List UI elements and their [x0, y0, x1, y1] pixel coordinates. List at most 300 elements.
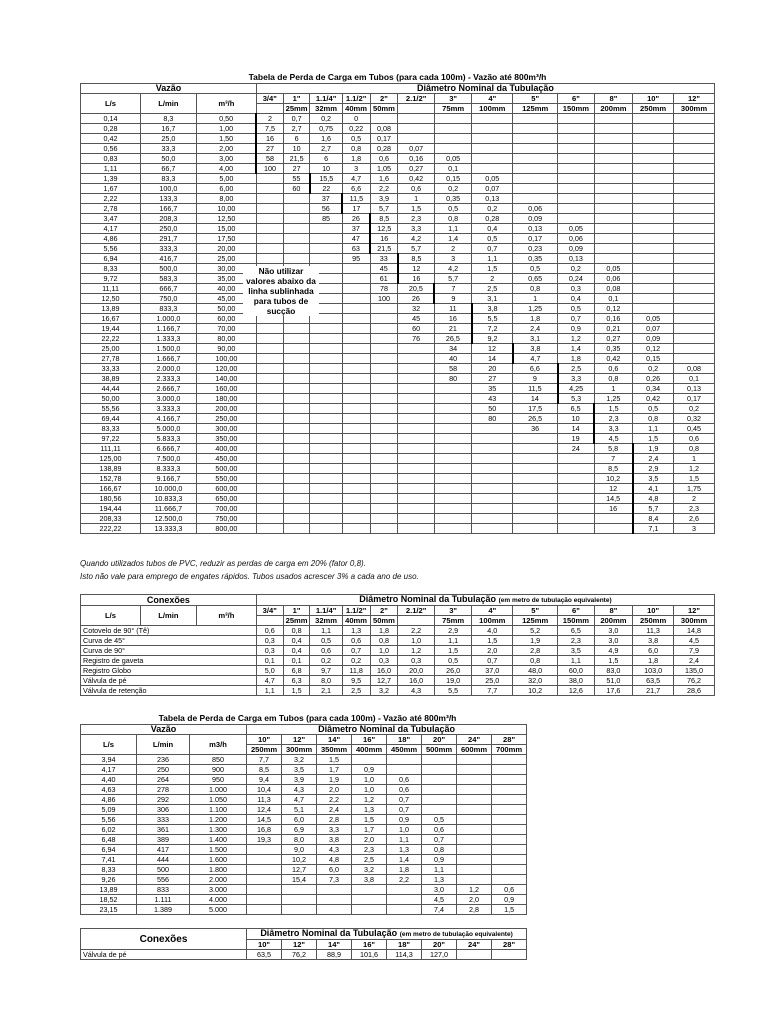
table-cell: 1,5 [633, 434, 674, 444]
table-cell: 292 [137, 795, 190, 805]
table-cell: 3,0 [594, 626, 633, 636]
table-cell [352, 755, 387, 765]
table-cell: 8,4 [633, 514, 674, 524]
table-cell [673, 184, 714, 194]
table-cell: 10 [283, 144, 310, 154]
table-cell [422, 795, 457, 805]
table-cell: 21 [434, 324, 472, 334]
table-cell [472, 524, 513, 534]
table-cell [558, 464, 594, 474]
table-cell [434, 494, 472, 504]
table-cell: 76,2 [673, 676, 714, 686]
table-cell [513, 114, 558, 124]
table-cell [457, 950, 492, 960]
table-cell: 0,1 [673, 374, 714, 384]
table-cell [633, 114, 674, 124]
table-cell: 4,5 [594, 434, 633, 444]
table-cell: 7,41 [81, 855, 137, 865]
table-cell [434, 434, 472, 444]
table-cell [310, 494, 342, 504]
table-cell [317, 895, 352, 905]
table-cell [633, 274, 674, 284]
table-cell: 0,12 [594, 304, 633, 314]
table-cell: 4,25 [558, 384, 594, 394]
table-cell: 140,00 [196, 374, 256, 384]
table-cell [558, 494, 594, 504]
table-cell [422, 805, 457, 815]
table-cell: 16,7 [141, 124, 197, 134]
table-cell [492, 815, 527, 825]
fittings-equivalent-table [80, 594, 715, 696]
table-cell [633, 284, 674, 294]
table-cell [558, 504, 594, 514]
table-cell: 21,5 [283, 154, 310, 164]
table-cell [673, 214, 714, 224]
table-cell [472, 494, 513, 504]
table-cell: 0,35 [513, 254, 558, 264]
table-cell: 1,67 [81, 184, 141, 194]
table-cell [558, 454, 594, 464]
table-cell [492, 805, 527, 815]
table-row [81, 324, 715, 334]
table-cell [673, 154, 714, 164]
table-cell [673, 264, 714, 274]
table-cell [457, 875, 492, 885]
table-cell: 1,1 [310, 626, 342, 636]
table-cell: 0,45 [673, 424, 714, 434]
table-cell: 60 [283, 184, 310, 194]
table-cell: 11,11 [81, 284, 141, 294]
table-cell [673, 314, 714, 324]
table-cell: 37 [310, 194, 342, 204]
table-cell [673, 134, 714, 144]
table-cell: 63,5 [247, 950, 282, 960]
table-cell: 88,9 [317, 950, 352, 960]
table-cell: 3,8 [472, 304, 513, 314]
table-cell [342, 434, 370, 444]
table-cell [673, 194, 714, 204]
table1-size-mm: 25mm [283, 104, 310, 114]
table-cell: 1,5 [352, 815, 387, 825]
table-cell [457, 765, 492, 775]
table-cell [673, 234, 714, 244]
table2-size-inch: 1.1/4" [310, 606, 342, 616]
table-cell [283, 504, 310, 514]
table-cell: 1,4 [387, 855, 422, 865]
table-cell: 0,1 [434, 164, 472, 174]
table-cell: 2,3 [398, 214, 434, 224]
table-cell [434, 144, 472, 154]
table-cell [256, 214, 283, 224]
table3-size-mm: 400mm [352, 745, 387, 755]
table-cell [256, 224, 283, 234]
table1-size-mm: 300mm [673, 104, 714, 114]
table-cell: 2,8 [457, 905, 492, 915]
table-cell: 2,4 [633, 454, 674, 464]
table-cell [342, 514, 370, 524]
table-cell: 0,17 [513, 234, 558, 244]
table-cell: 2,2 [387, 875, 422, 885]
table3-size-inch: 12" [282, 735, 317, 745]
table-cell [247, 845, 282, 855]
fitting-name: Válvula de retenção [81, 686, 257, 696]
table-cell: 0,8 [594, 374, 633, 384]
table-cell [594, 234, 633, 244]
table-cell [283, 494, 310, 504]
table-cell [310, 504, 342, 514]
table1-size-mm: 200mm [594, 104, 633, 114]
table-cell: 3,3 [398, 224, 434, 234]
table3-size-mm: 350mm [317, 745, 352, 755]
table-cell: 9,7 [310, 666, 342, 676]
table-cell: 12,7 [370, 676, 398, 686]
table-cell [472, 514, 513, 524]
table-cell [492, 865, 527, 875]
table-cell [283, 234, 310, 244]
table2-size-mm: 250mm [633, 616, 674, 626]
table-cell: 0,21 [594, 324, 633, 334]
table-cell: 4,3 [317, 845, 352, 855]
table-cell: 4,7 [513, 354, 558, 364]
table-cell: 1,1 [434, 224, 472, 234]
table-cell [370, 404, 398, 414]
table-cell [398, 484, 434, 494]
table-cell [283, 454, 310, 464]
table-cell: 0,05 [633, 314, 674, 324]
table-cell: 9,4 [247, 775, 282, 785]
table-cell: 0,28 [472, 214, 513, 224]
table-cell: 16,0 [398, 676, 434, 686]
table-cell [633, 304, 674, 314]
fitting-name: Cotovelo de 90° (Tê) [81, 626, 257, 636]
table-cell: 50,0 [141, 154, 197, 164]
table2-col-ls: L/s [81, 606, 141, 626]
table4-row-label: Válvula de pé [81, 950, 247, 960]
table-cell: 1,2 [673, 464, 714, 474]
table-cell [434, 474, 472, 484]
table-cell: 125,00 [81, 454, 141, 464]
table-cell [256, 194, 283, 204]
table-cell: 0,17 [370, 134, 398, 144]
table1-size-inch: 10" [633, 94, 674, 104]
table-cell: 6,0 [317, 865, 352, 875]
table-cell: 3,5 [282, 765, 317, 775]
table-cell: 0,06 [594, 274, 633, 284]
table-cell [434, 444, 472, 454]
table-row [81, 264, 715, 274]
table-cell: 556 [137, 875, 190, 885]
table-cell: 160,00 [196, 384, 256, 394]
table-cell [370, 484, 398, 494]
table-cell: 0,5 [558, 304, 594, 314]
table-cell [633, 194, 674, 204]
table-cell [283, 484, 310, 494]
table3-diameter-header: Diâmetro Nominal da Tubulação [247, 725, 527, 735]
table-cell: 1,8 [633, 656, 674, 666]
table-cell: 250 [137, 765, 190, 775]
table-cell: 0,3 [370, 656, 398, 666]
table1-vazao-header: Vazão [81, 84, 257, 94]
table-cell: 1,7 [352, 825, 387, 835]
table-cell: 17,6 [594, 686, 633, 696]
table1-col-m3h: m³/h [196, 94, 256, 114]
table-row [81, 666, 715, 676]
table-cell: 4,00 [196, 164, 256, 174]
table-cell: 0,8 [434, 214, 472, 224]
table1-size-inch: 3/4" [256, 94, 283, 104]
table-cell: 1,5 [472, 264, 513, 274]
table-cell [633, 244, 674, 254]
table-cell: 83,33 [81, 424, 141, 434]
table-cell: 36 [513, 424, 558, 434]
table-cell: 4,2 [434, 264, 472, 274]
table-cell: 0,26 [633, 374, 674, 384]
table-cell: 5,56 [81, 815, 137, 825]
table-cell: 45,00 [196, 294, 256, 304]
table-cell: 120,00 [196, 364, 256, 374]
table-cell [342, 524, 370, 534]
table-cell [633, 224, 674, 234]
table-cell: 11,3 [633, 626, 674, 636]
table-cell: 16 [370, 234, 398, 244]
table-cell [256, 434, 283, 444]
table-cell: 32,0 [513, 676, 558, 686]
table-cell: 2,0 [457, 895, 492, 905]
table-cell [558, 484, 594, 494]
table-row [81, 354, 715, 364]
table-cell: 33 [370, 254, 398, 264]
table-row [81, 374, 715, 384]
table-row [81, 514, 715, 524]
suction-warning-note: Não utilizar valores abaixo da linha sublinhada para tubos de sucção [243, 266, 319, 316]
table-cell: 4,8 [317, 855, 352, 865]
table-cell [342, 344, 370, 354]
table-cell: 0,2 [434, 184, 472, 194]
table-cell: 76 [398, 334, 434, 344]
table-cell: 4.166,7 [141, 414, 197, 424]
table-cell [256, 184, 283, 194]
fitting-name: Válvula de pé [81, 676, 257, 686]
table-cell [370, 414, 398, 424]
table-cell: 1,5 [283, 686, 310, 696]
table-cell [457, 865, 492, 875]
table-row [81, 434, 715, 444]
table-cell: 0,7 [342, 646, 370, 656]
table-cell: 33,33 [81, 364, 141, 374]
table-cell [513, 124, 558, 134]
table-cell [434, 404, 472, 414]
table-cell [247, 885, 282, 895]
table-cell [283, 374, 310, 384]
table-cell [673, 324, 714, 334]
table-cell: 35 [472, 384, 513, 394]
table-cell: 1,6 [370, 174, 398, 184]
table-row [81, 344, 715, 354]
table-cell [594, 524, 633, 534]
table-row [81, 656, 715, 666]
table-cell: 90,00 [196, 344, 256, 354]
table-cell [283, 514, 310, 524]
table-cell: 0,2 [472, 204, 513, 214]
table-cell [422, 775, 457, 785]
table-cell: 1 [513, 294, 558, 304]
table-cell: 9,0 [282, 845, 317, 855]
table2-size-mm: 150mm [558, 616, 594, 626]
table-cell [558, 474, 594, 484]
table-cell: 44,44 [81, 384, 141, 394]
table-cell: 2,4 [673, 656, 714, 666]
table-cell: 0,56 [81, 144, 141, 154]
table-cell: 0,5 [434, 204, 472, 214]
table3-col-lmin: L/min [137, 735, 190, 755]
table-cell [256, 354, 283, 364]
table-cell: 20,00 [196, 244, 256, 254]
table-cell: 3,8 [317, 835, 352, 845]
table-cell: 25,0 [472, 676, 513, 686]
table-cell: 12,50 [196, 214, 256, 224]
table-cell [513, 484, 558, 494]
table-cell [398, 434, 434, 444]
table-cell: 8,33 [81, 264, 141, 274]
table-row [81, 464, 715, 474]
table-cell: 58 [256, 154, 283, 164]
table-row [81, 494, 715, 504]
table-cell [282, 895, 317, 905]
table-cell [370, 454, 398, 464]
table-cell [370, 364, 398, 374]
table-cell: 3,3 [317, 825, 352, 835]
table-cell: 50 [472, 404, 513, 414]
table-cell: 27 [256, 144, 283, 154]
table3-size-inch: 24" [457, 735, 492, 745]
table-cell: 63 [342, 244, 370, 254]
table-cell: 28,6 [673, 686, 714, 696]
table-row [81, 765, 527, 775]
table-cell: 45 [370, 264, 398, 274]
table-cell: 3 [342, 164, 370, 174]
table-cell [472, 464, 513, 474]
table-cell: 666,7 [141, 284, 197, 294]
table-row [81, 384, 715, 394]
table-row [81, 795, 527, 805]
table-cell: 800,00 [196, 524, 256, 534]
table-cell: 45 [398, 314, 434, 324]
table-cell: 27 [472, 374, 513, 384]
table-row [81, 676, 715, 686]
table-cell: 0,06 [558, 234, 594, 244]
table-cell: 8,0 [310, 676, 342, 686]
table-cell: 14,5 [247, 815, 282, 825]
table-cell: 13.333,3 [141, 524, 197, 534]
table-cell [387, 905, 422, 915]
table-cell: 3.333,3 [141, 404, 197, 414]
table-cell: 35,00 [196, 274, 256, 284]
table-cell: 1.050 [190, 795, 247, 805]
table-cell: 50,00 [196, 304, 256, 314]
table-cell [398, 414, 434, 424]
table-cell [283, 344, 310, 354]
table-cell: 2,3 [352, 845, 387, 855]
table-cell [342, 444, 370, 454]
table-row [81, 124, 715, 134]
table-cell: 6,48 [81, 835, 137, 845]
table-cell [283, 414, 310, 424]
table-cell [472, 444, 513, 454]
table-cell: 0,3 [398, 656, 434, 666]
table-cell [558, 524, 594, 534]
table-cell [398, 494, 434, 504]
table-cell: 1,0 [352, 775, 387, 785]
table-cell [310, 334, 342, 344]
table-cell: 950 [190, 775, 247, 785]
table-cell: 38,89 [81, 374, 141, 384]
table-cell: 3 [434, 254, 472, 264]
table-cell: 9,72 [81, 274, 141, 284]
table-cell [594, 514, 633, 524]
table-cell [370, 494, 398, 504]
table-cell [594, 204, 633, 214]
table-cell [283, 354, 310, 364]
table2-size-mm: 75mm [434, 616, 472, 626]
table-cell [342, 294, 370, 304]
table3-size-mm: 600mm [457, 745, 492, 755]
table2-size-inch: 12" [673, 606, 714, 616]
table-cell: 38,0 [558, 676, 594, 686]
table-row [81, 234, 715, 244]
table-cell: 0,13 [472, 194, 513, 204]
table-cell: 60,00 [196, 314, 256, 324]
table1-size-mm: 75mm [434, 104, 472, 114]
table-cell: 56 [310, 204, 342, 214]
table-cell: 0,8 [342, 144, 370, 154]
table2-size-inch: 2.1/2" [398, 606, 434, 616]
table-cell [513, 434, 558, 444]
table-cell [558, 194, 594, 204]
table-cell: 2,0 [352, 835, 387, 845]
table-cell: 2.000 [190, 875, 247, 885]
table-cell: 80 [434, 374, 472, 384]
table-cell [492, 845, 527, 855]
fitting-name: Curva de 45° [81, 636, 257, 646]
table-cell: 1,5 [317, 755, 352, 765]
table-cell: 7,7 [472, 686, 513, 696]
table-cell: 416,7 [141, 254, 197, 264]
table-cell: 0,15 [633, 354, 674, 364]
table-cell: 48,0 [513, 666, 558, 676]
table-cell: 0,24 [558, 274, 594, 284]
table-cell [434, 514, 472, 524]
table-cell [472, 474, 513, 484]
table-cell: 138,89 [81, 464, 141, 474]
table-cell [342, 494, 370, 504]
table-row [81, 484, 715, 494]
table-cell: 3,5 [558, 646, 594, 656]
table-cell: 0,13 [673, 384, 714, 394]
table-cell: 19,44 [81, 324, 141, 334]
table-cell: 417 [137, 845, 190, 855]
table1-size-mm: 125mm [513, 104, 558, 114]
table-cell: 1.500,0 [141, 344, 197, 354]
table-cell: 16,0 [370, 666, 398, 676]
table-cell [457, 825, 492, 835]
table-cell [673, 304, 714, 314]
table-cell: 0,6 [594, 364, 633, 374]
table-cell: 78 [370, 284, 398, 294]
table-cell: 4.000 [190, 895, 247, 905]
table-cell: 0,6 [256, 626, 283, 636]
table-cell [398, 524, 434, 534]
table-cell: 15,5 [310, 174, 342, 184]
